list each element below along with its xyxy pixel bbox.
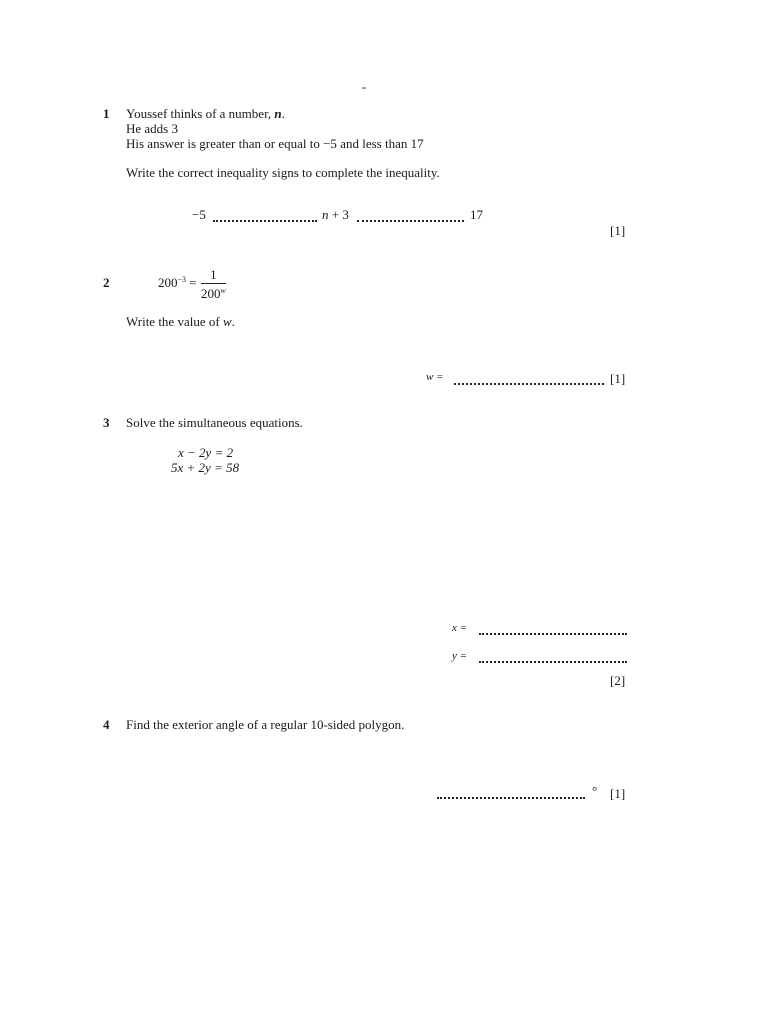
question-2-instruction-variable: w [222, 314, 232, 329]
question-2-number: 2 [103, 275, 110, 290]
question-2-answer-line[interactable] [454, 383, 604, 385]
inequality-sign-2-answer-line[interactable] [357, 220, 464, 222]
inequality-variable-n: n [322, 207, 329, 222]
question-3-y-answer-line[interactable] [479, 661, 627, 663]
question-1-line-2: He adds 3 [126, 121, 178, 136]
question-2-instruction-prefix: Write the value of [126, 314, 223, 329]
question-1-line-1 [126, 107, 285, 120]
question-1-instruction: Write the correct inequality signs to complete the inequality. [126, 165, 440, 180]
question-2-instruction [126, 315, 235, 328]
question-1-line-1-prefix: Youssef thinks of a number, [126, 106, 275, 121]
question-3-number: 3 [103, 415, 110, 430]
inequality-middle-rest: + 3 [328, 207, 349, 222]
fraction-denominator-exponent: w [220, 286, 226, 295]
question-3-x-answer-line[interactable] [479, 633, 627, 635]
question-4-answer-line[interactable] [437, 797, 585, 799]
inequality-right-value: 17 [470, 207, 483, 222]
question-1-line-1-suffix: . [281, 106, 285, 121]
inequality-sign-1-answer-line[interactable] [213, 220, 317, 222]
question-2-fraction [201, 268, 226, 300]
question-1-line-3: His answer is greater than or equal to −5 and less than 17 [126, 136, 424, 151]
fraction-denominator [201, 287, 226, 300]
inequality-left-value: −5 [192, 207, 206, 222]
equation-1: x − 2y = 2 [178, 445, 234, 460]
fraction-denominator-base: 200 [201, 286, 221, 301]
question-4-instruction: Find the exterior angle of a regular 10-sided polygon. [126, 717, 405, 732]
inequality-middle-expression [322, 208, 349, 221]
question-2-base: 200 [158, 275, 178, 290]
question-2-expression [158, 276, 197, 289]
question-3-instruction: Solve the simultaneous equations. [126, 415, 303, 430]
question-3-y-label: y = [452, 650, 468, 662]
degree-symbol: ° [592, 783, 598, 798]
question-1-number: 1 [103, 106, 110, 121]
question-3-x-label: x = [452, 622, 468, 634]
fraction-bar [201, 283, 226, 284]
question-1-variable-n: n [274, 106, 282, 121]
question-2-equals: = [189, 275, 197, 290]
fraction-numerator: 1 [210, 267, 217, 282]
equation-2: 5x + 2y = 58 [171, 460, 240, 475]
question-2-answer-label: w = [426, 371, 444, 383]
question-4-number: 4 [103, 717, 110, 732]
question-3-marks: [2] [610, 673, 626, 688]
header-mark: - [362, 79, 367, 94]
question-2-marks: [1] [610, 371, 626, 386]
question-2-exponent: −3 [177, 275, 187, 284]
question-2-instruction-suffix: . [231, 314, 235, 329]
question-4-marks: [1] [610, 786, 626, 801]
question-1-marks: [1] [610, 223, 626, 238]
